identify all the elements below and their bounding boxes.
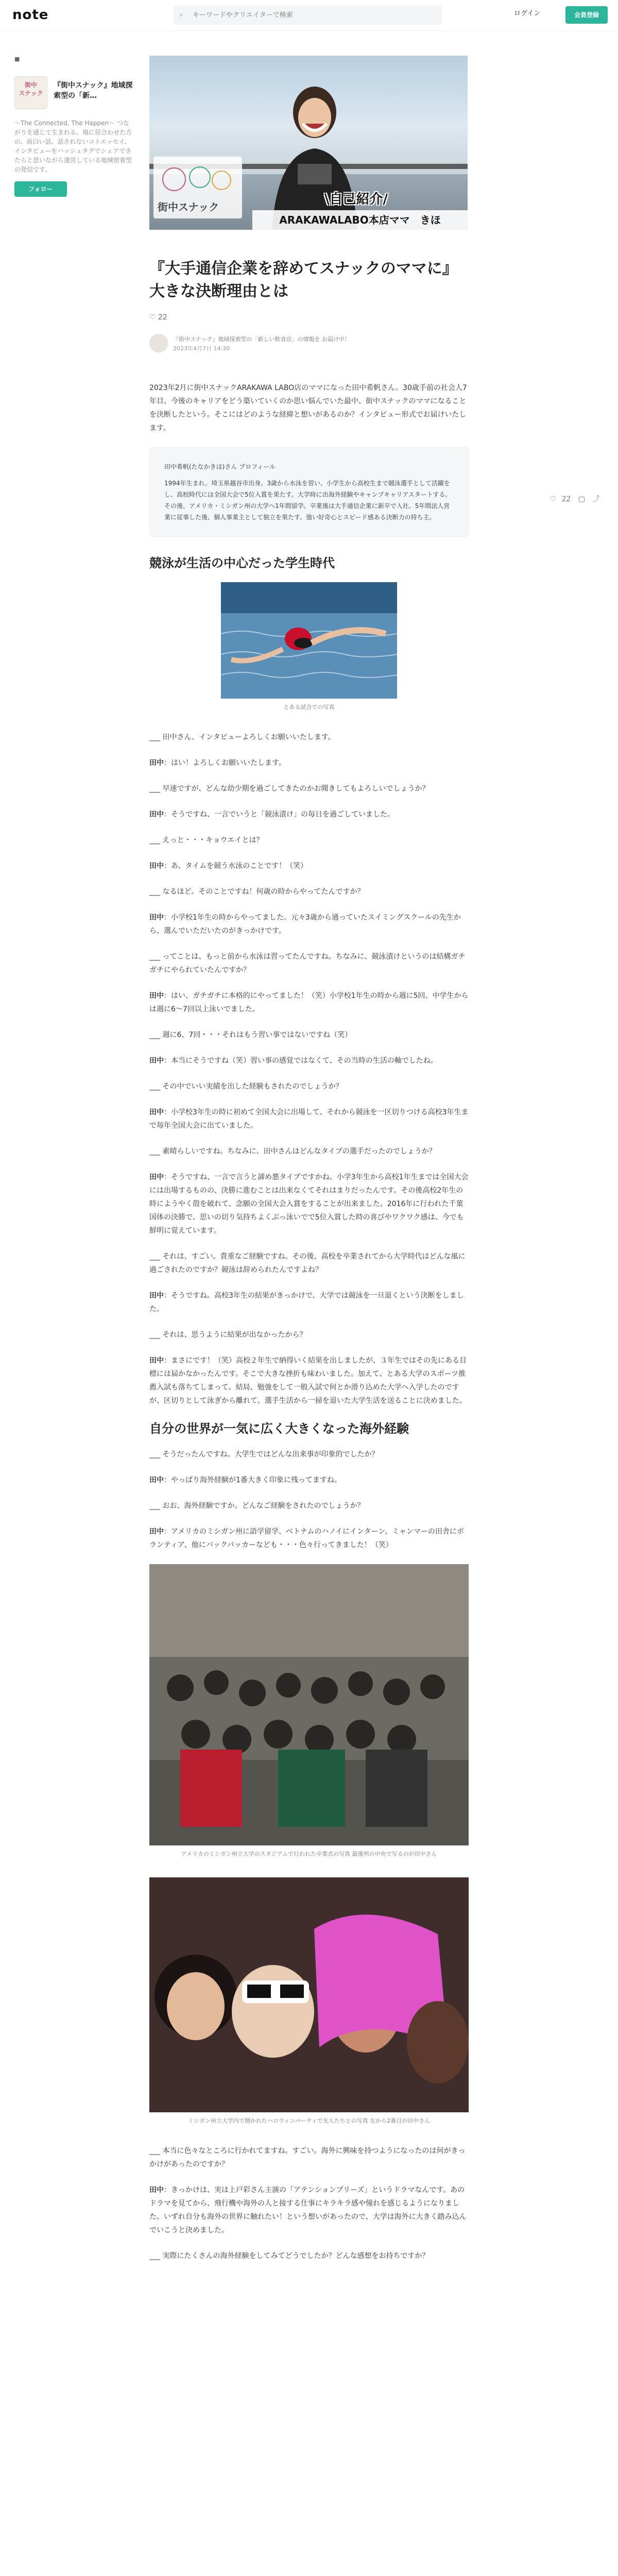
interview-line: 田中：小学校3年生の時に初めて全国大会に出場して、それから競泳を一区切りつける高校3年生まで毎年全国大会に出ていました。 [149, 1108, 469, 1130]
interview-block-2 [149, 1448, 469, 1552]
article-body [149, 381, 469, 2275]
interview-line: ___ 実際にたくさんの海外経験をしてみてどうでしたか？どんな感想をお持ちですか？ [149, 2252, 430, 2260]
publication-description: 〜The Connected, The Happen〜 つながりを通じて生まれる、場に居合わせた方の、面白い話、話されないコトエッセイ、インタビューをハッシュタグでシェアできたらと思いながら運営している地域密着型の発信です。 [14, 120, 132, 173]
interview-line: ___ その中でいい実績を出した経験もされたのでしょうか？ [149, 1082, 343, 1091]
login-link[interactable]: ログイン [514, 10, 541, 18]
interview-line: ___ 素晴らしいですね。ちなみに、田中さんはどんなタイプの選手だったのでしょうか？ [149, 1147, 436, 1156]
header [0, 0, 618, 31]
interview-line: 田中：そうですね。高校3年生の結果がきっかけで、大学では競泳を一旦退くという決断をしました。 [149, 1292, 464, 1313]
interview-line: 田中：本当にそうですね（笑）習い事の感覚ではなくて、その当時の生活の軸でしたね。 [149, 1057, 438, 1065]
section-heading-abroad: 自分の世界が一気に広く大きくなった海外経験 [149, 1421, 409, 1436]
hero-image [149, 56, 468, 230]
intro-paragraph: 2023年2月に街中スナックARAKAWA LABO店のママになった田中希帆さん。30歳手前の社会人7年目、今後のキャリアをどう築いていくのか思い悩んでいた最中、街中スナックのママになることを決断したという。そこにはどのような経緯と想いがあるのか？インタビュー形式でお届けいたします。 [149, 384, 467, 432]
interview-line: ___ おお、海外経験ですか。どんなご経験をされたのでしょうか？ [149, 1502, 365, 1510]
like-count[interactable]: ♡ 22 [149, 313, 167, 321]
interview-line: 田中：まさにです！（笑）高校２年生で納得いく結果を出しましたが、３年生ではその先にある目標には届かなかったんです。そこで大きな挫折も味わいました。加えて、とある大学のスポーツ推薦入試も落ちてしまって。結局、勉強をして一般入試で何とか滑り込めた大学へ入学したのですが、区切りとして泳ぎから離れて、選手生活から一掃を退いた大学生活を送ることに決めました。 [149, 1357, 467, 1405]
search-box[interactable] [173, 5, 442, 25]
swimming-photo [221, 582, 397, 699]
search-icon: ⌕ [179, 10, 184, 19]
publication-sidebar [14, 56, 133, 193]
interview-line: ___ 週に6、7回・・・それはもう習い事ではないですね（笑） [149, 1031, 352, 1039]
interview-line: ___ 本当に色々なところに行かれてますね。すごい。海外に興味を持つようになったのは何がきっかけがあったのですか？ [149, 2147, 466, 2168]
signup-button[interactable]: 会員登録 [565, 6, 608, 24]
heart-icon[interactable]: ♡ [550, 495, 557, 503]
interview-line: 田中：やっぱり海外経験が1番大きく印象に残ってますね。 [149, 1476, 341, 1484]
hero-caption-intro: \自己紹介/ [324, 192, 388, 207]
comment-icon[interactable]: ▢ [578, 495, 586, 503]
interview-block-3 [149, 2144, 469, 2263]
interview-line: ___ 田中さん、インタビューよろしくお願いいたします。 [149, 733, 335, 741]
interview-line: ___ そうだったんですね。大学生ではどんな出来事が印象的でしたか？ [149, 1450, 379, 1459]
search-input[interactable] [192, 8, 434, 22]
note-logo[interactable]: note [12, 7, 49, 23]
interview-line: 田中：きっかけは、実は上戸彩さん主演の「アテンションプリーズ」というドラマなんです。あのドラマを見てから、飛行機や海外の人と接する仕事にキラキラ感や憧れを感じるようになりました。いずれ自分も海外の世界に触れたい！という想いがあったので、大学は海外に大きく踏み込んでいこうと決めました。 [149, 2186, 467, 2234]
interview-line: 田中：そうですね、一言で言うと諦め悪タイプですかね。小学3年生から高校1年生までは全国大会には出場するものの、決勝に進むことは出来なくてそれはまりだったんです。その後高校2年生の時にようやく殻を破れて、念願の全国大会入賞をすることが出来ました。2016年に行われた千葉国体の決勝で、思いの切り気持ちよくぶっ泳いでで5位入賞した時の喜びやワクワク感は、今でも鮮明に覚えています。 [149, 1173, 469, 1235]
interview-line: ___ ってことは、もっと前から水泳は習ってたんですね。ちなみに、競泳漬けというのは結構ガチガチにやられていたんですか？ [149, 953, 466, 974]
article-title: 『大手通信企業を辞めてスナックのママに』大きな決断理由とは [149, 260, 458, 300]
interview-block-1 [149, 731, 469, 1408]
interview-line: ___ なるほど。そのことですね！何歳の時からやってたんですか？ [149, 888, 365, 896]
interview-line: ___ それは、すごい。貴重なご経験ですね。その後、高校を卒業されてから大学時代はどんな風に過ごされたのですか？競泳は辞められたんですよね？ [149, 1252, 466, 1274]
hero-caption-name: ARAKAWALABO本店ママ きほ [252, 210, 468, 230]
heart-icon[interactable]: ♡ [149, 313, 156, 321]
floating-actions: ♡ 22 ▢ ⤴ [550, 495, 600, 503]
interview-line: 田中：アメリカのミシガン州に語学留学、ベトナムのハノイにインターン、ミャンマーの田舎にボランティア、他にバックパッカーなども・・・色々行ってきました！（笑） [149, 1528, 464, 1549]
interview-line: ___ それは、思うように結果が出なかったから？ [149, 1331, 307, 1339]
snack-logo: 街中スナック [153, 157, 242, 218]
interview-line: 田中：小学校1年生の時からやってました。元々3歳から通っていたスイミングスクールの先生から、選んでいただいたのがきっかけです。 [149, 913, 461, 935]
halloween-photo-caption: ミシガン州立大学内で開かれたハロウィンパーティで友人たちとの写真 左から2番目が田中さん [187, 2117, 431, 2124]
section-heading-swim: 競泳が生活の中心だった学生時代 [149, 556, 335, 570]
interview-line: 田中：はい、ガチガチに本格的にやってました！（笑）小学校1年生の時から週に5回、中学生からは週に6〜7回以上泳いでました。 [149, 992, 469, 1013]
author-avatar[interactable] [149, 334, 168, 352]
author-name[interactable]: 『街中スナック』地域探索型の「新しい飲食店」の情報を お届け中！ [173, 336, 351, 343]
sidebar-small-label: ■ [14, 56, 20, 62]
interview-line: 田中：あ、タイムを競う水泳のことです！（笑） [149, 862, 308, 870]
interview-line: 田中：はい！よろしくお願いいたします。 [149, 759, 286, 767]
halloween-photo [149, 1877, 469, 2112]
post-date: 2023年4月7日 14:30 [173, 345, 230, 352]
profile-heading: 田中希帆(たなかきほ)さん プロフィール [164, 463, 276, 470]
graduation-photo-caption: アメリカのミシガン州立大学のスタジアムで行われた卒業式の写真 最後列の中央で写るのが田中さん [181, 1851, 437, 1857]
publication-name[interactable]: 『街中スナック』地域探索型の「新… [54, 81, 133, 100]
share-icon[interactable]: ⤴ [592, 495, 600, 503]
interview-line: 田中：そうですね、一言でいうと「競泳漬け」の毎日を過ごしていました。 [149, 810, 394, 819]
graduation-photo [149, 1564, 469, 1845]
follow-button[interactable]: フォロー [14, 181, 67, 197]
interview-line: ___ 早速ですが、どんな幼少期を過ごしてきたのかお聞きしてもよろしいでしょうか？ [149, 785, 430, 793]
swim-photo-caption: とある試合での写真 [283, 704, 335, 710]
publication-avatar[interactable]: 街中 スナック [14, 76, 47, 109]
interview-line: ___ えっと・・・キョウエイとは？ [149, 836, 264, 844]
profile-box [149, 447, 469, 537]
author-row[interactable] [149, 334, 469, 357]
profile-text: 1994年生まれ。埼玉県越谷市出身。3歳から水泳を習い、小学生から高校生まで競泳選手として活躍をし、高校時代には全国大会で5位入賞を果たす。大学時に出海外経験やキャンプキャリアスタートする。その後、アメリカ・ミシガン州の大学へ1年間留学。卒業後は大手通信企業に新卒で入社。5年間法人営業に従事した後、個人事業主として独立を果たす。強い好奇心とスピード感ある決断力の持ち主。 [164, 480, 452, 521]
